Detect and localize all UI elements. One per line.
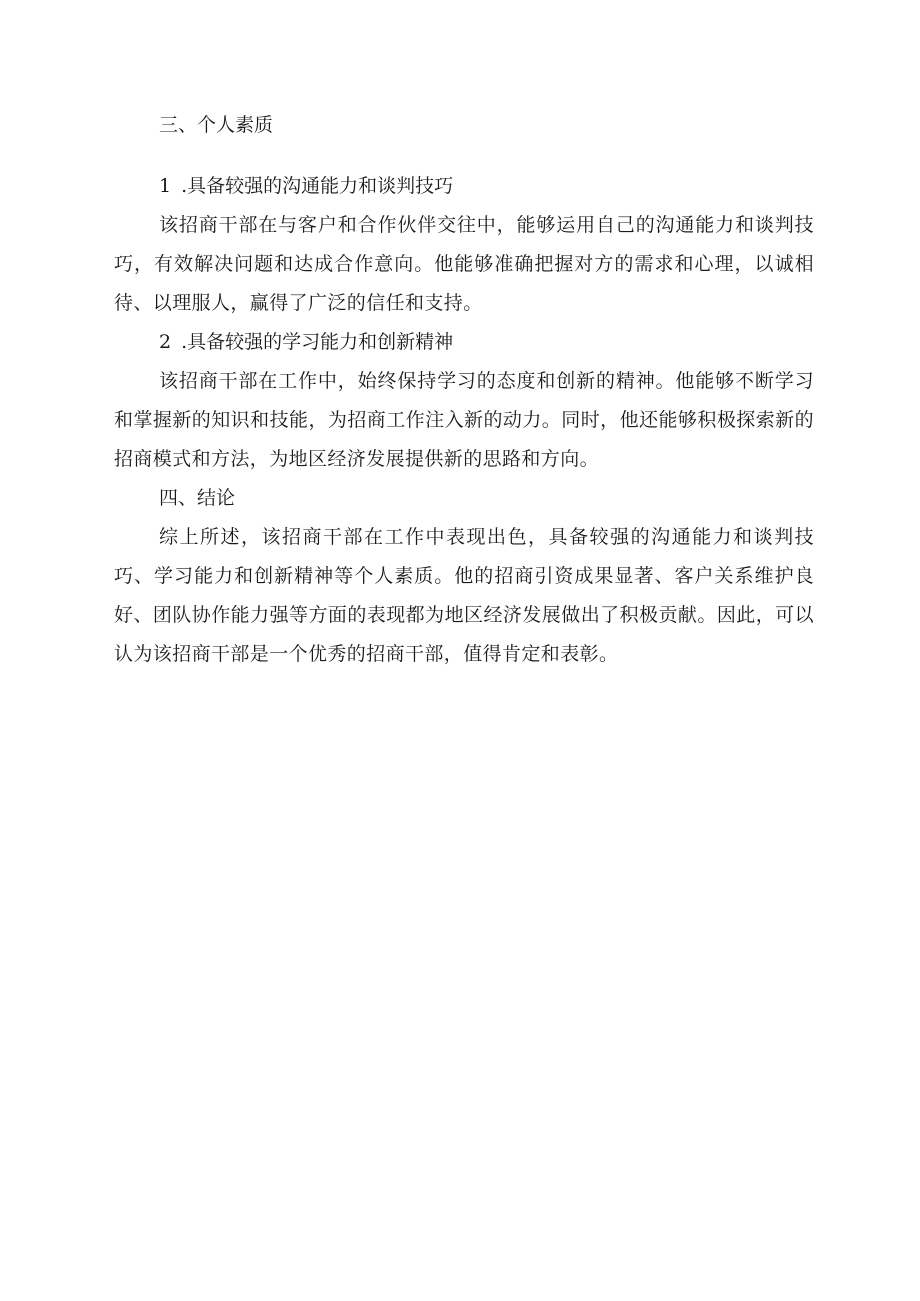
subheading-communication: [114, 167, 814, 206]
subheading-text: .具备较强的沟通能力和谈判技巧: [181, 175, 454, 197]
subheading-learning: [114, 323, 814, 362]
paragraph-conclusion: 综上所述，该招商干部在工作中表现出色，具备较强的沟通能力和谈判技巧、学习能力和创新精神等个人素质。他的招商引资成果显著、客户关系维护良好、团队协作能力强等方面的表现都为地区经济发展做出了积极贡献。因此，可以认为该招商干部是一个优秀的招商干部，值得肯定和表彰。: [114, 526, 814, 665]
subheading-number: 1: [159, 175, 172, 197]
subheading-text: .具备较强的学习能力和创新精神: [181, 331, 454, 353]
section-heading-conclusion: 四、结论: [159, 487, 236, 509]
paragraph-communication: 该招商干部在与客户和合作伙伴交往中，能够运用自己的沟通能力和谈判技巧，有效解决问题和达成合作意向。他能够准确把握对方的需求和心理，以诚相待、以理服人，赢得了广泛的信任和支持。: [114, 214, 814, 314]
subheading-number: 2: [159, 331, 172, 353]
document-body: [114, 106, 814, 674]
section-heading-personal-qualities: 三、个人素质: [159, 114, 274, 136]
paragraph-learning: 该招商干部在工作中，始终保持学习的态度和创新的精神。他能够不断学习和掌握新的知识和技能，为招商工作注入新的动力。同时，他还能够积极探索新的招商模式和方法，为地区经济发展提供新的思路和方向。: [114, 370, 814, 470]
